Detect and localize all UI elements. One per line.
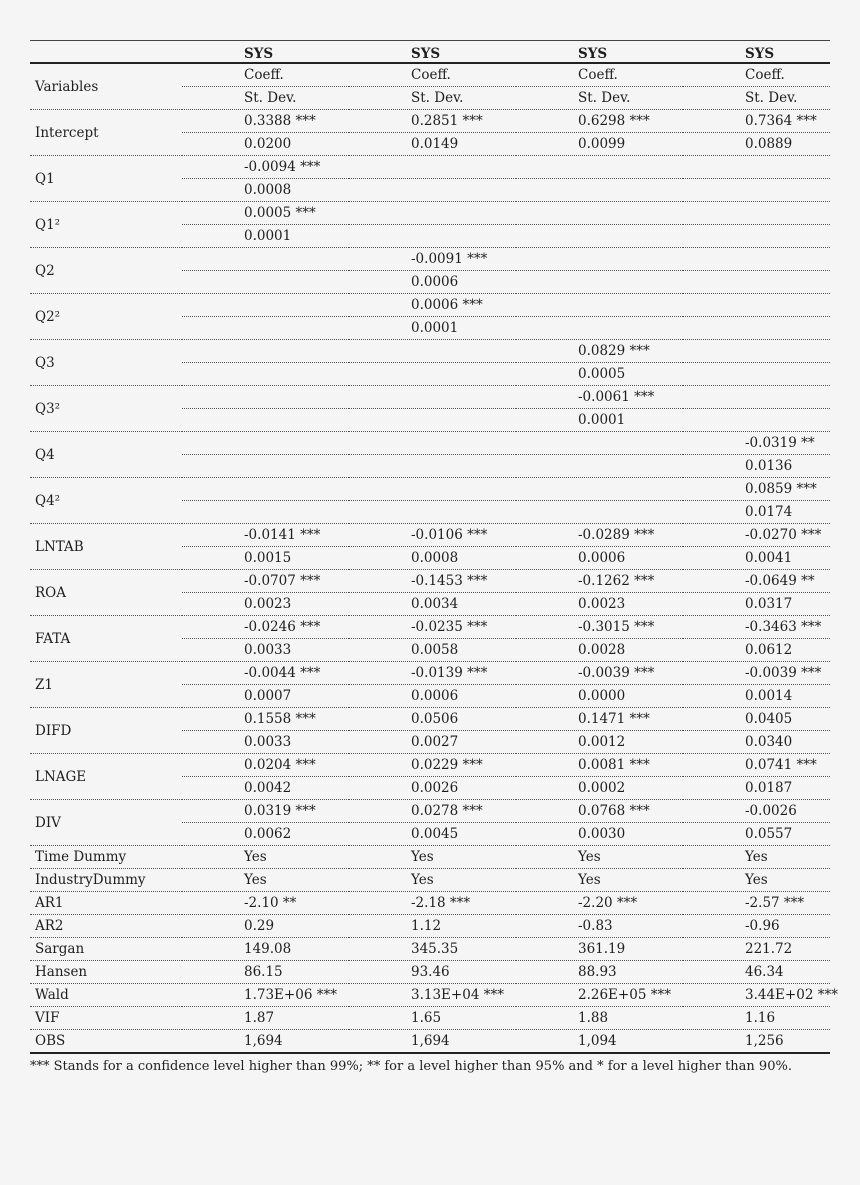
stat-cell: Yes (349, 846, 516, 869)
stdev-cell (182, 501, 349, 524)
table-row (30, 869, 830, 892)
stdev-cell: 0.0042 (182, 777, 349, 800)
stdev-cell: 0.0008 (349, 547, 516, 570)
coef-cell: -0.0039 *** (683, 662, 830, 685)
table-body (30, 63, 838, 1053)
coef-cell (683, 202, 830, 225)
coef-cell (182, 248, 349, 271)
table-row (30, 202, 830, 225)
stat-cell: 1.88 (516, 1007, 683, 1030)
table-row (30, 800, 830, 823)
row-label: DIFD (30, 708, 182, 754)
coef-cell (182, 432, 349, 455)
header-cell-model-2: SYS (349, 41, 516, 64)
row-label: Q3 (30, 340, 182, 386)
coef-cell: -0.0106 *** (349, 524, 516, 547)
coef-cell: 0.1558 *** (182, 708, 349, 731)
row-label: Intercept (30, 110, 182, 156)
table-row (30, 892, 830, 915)
coef-cell: 0.0829 *** (516, 340, 683, 363)
stdev-cell: 0.0027 (349, 731, 516, 754)
stat-cell: 88.93 (516, 961, 683, 984)
stdev-cell: 0.0006 (349, 685, 516, 708)
coef-cell: -0.0270 *** (683, 524, 830, 547)
row-label: AR1 (30, 892, 182, 915)
table-row (30, 1007, 830, 1030)
stdev-cell (516, 179, 683, 202)
coef-cell (516, 202, 683, 225)
stat-cell: 1.16 (683, 1007, 830, 1030)
stat-cell: 1,256 (683, 1030, 830, 1054)
coef-cell: 0.6298 *** (516, 110, 683, 133)
stdev-cell: St. Dev. (516, 87, 683, 110)
coef-cell (683, 386, 830, 409)
stat-cell: 3.13E+04 *** (349, 984, 516, 1007)
row-label: Q4 (30, 432, 182, 478)
coef-cell: -0.0649 ** (683, 570, 830, 593)
table-row (30, 432, 830, 455)
coef-cell (683, 248, 830, 271)
coef-cell: -0.3463 *** (683, 616, 830, 639)
stat-cell: 1.12 (349, 915, 516, 938)
stat-cell: Yes (182, 869, 349, 892)
row-label: Variables (35, 78, 99, 95)
coef-cell: -0.0039 *** (516, 662, 683, 685)
coef-cell (182, 478, 349, 501)
table-row (30, 938, 830, 961)
coef-cell: 0.2851 *** (349, 110, 516, 133)
stdev-cell: St. Dev. (683, 87, 830, 110)
header-cell-model-3: SYS (516, 41, 683, 64)
coef-cell (349, 202, 516, 225)
coef-cell (516, 156, 683, 179)
stdev-cell: 0.0026 (349, 777, 516, 800)
stat-cell: -2.57 *** (683, 892, 830, 915)
stat-cell: 46.34 (683, 961, 830, 984)
stdev-cell: 0.0340 (683, 731, 830, 754)
stdev-cell (683, 409, 830, 432)
coef-cell: 0.0081 *** (516, 754, 683, 777)
stdev-cell: 0.0187 (683, 777, 830, 800)
stat-cell: -2.10 ** (182, 892, 349, 915)
stdev-cell: 0.0149 (349, 133, 516, 156)
coef-cell (516, 294, 683, 317)
stat-cell: Yes (182, 846, 349, 869)
coef-cell: 0.3388 *** (182, 110, 349, 133)
stdev-cell: 0.0041 (683, 547, 830, 570)
row-label: IndustryDummy (30, 869, 182, 892)
stdev-cell (349, 363, 516, 386)
coef-cell: Coeff. (244, 67, 284, 83)
regression-table (30, 40, 838, 1054)
coef-cell (349, 156, 516, 179)
stdev-cell: 0.0001 (516, 409, 683, 432)
header-cell-model-4: SYS (683, 41, 830, 64)
stdev-cell (516, 501, 683, 524)
stat-cell: -2.20 *** (516, 892, 683, 915)
stdev-cell: 0.0000 (516, 685, 683, 708)
stat-cell: Yes (683, 846, 830, 869)
table-row (30, 570, 830, 593)
header-cell-model-1: SYS (182, 41, 349, 64)
table-row (30, 708, 830, 731)
table-row (30, 110, 830, 133)
stat-cell: 2.26E+05 *** (516, 984, 683, 1007)
coef-cell: -0.0707 *** (182, 570, 349, 593)
stdev-cell (683, 225, 830, 248)
row-label: DIV (30, 800, 182, 846)
stdev-cell: 0.0001 (349, 317, 516, 340)
coef-cell: 0.0741 *** (683, 754, 830, 777)
stdev-cell: 0.0200 (182, 133, 349, 156)
stat-cell: Yes (683, 869, 830, 892)
stdev-cell: 0.0015 (182, 547, 349, 570)
coef-cell: 0.1471 *** (516, 708, 683, 731)
header-cell-empty (30, 41, 182, 64)
stdev-cell (683, 271, 830, 294)
coef-cell (182, 386, 349, 409)
stdev-cell: 0.0012 (516, 731, 683, 754)
coef-cell: -0.0061 *** (516, 386, 683, 409)
stdev-cell: 0.0045 (349, 823, 516, 846)
row-label: LNTAB (30, 524, 182, 570)
table-row (30, 294, 830, 317)
stdev-cell: St. Dev. (349, 87, 516, 110)
coef-cell: Coeff. (578, 67, 618, 83)
stdev-cell: 0.0007 (182, 685, 349, 708)
row-label: FATA (30, 616, 182, 662)
coef-cell: -0.1262 *** (516, 570, 683, 593)
stdev-cell: 0.0008 (182, 179, 349, 202)
coef-cell: 0.0768 *** (516, 800, 683, 823)
stat-cell: 0.29 (182, 915, 349, 938)
row-label: ROA (30, 570, 182, 616)
coef-cell: 0.7364 *** (683, 110, 830, 133)
row-label: Wald (30, 984, 182, 1007)
stdev-cell (683, 317, 830, 340)
stat-cell: 86.15 (182, 961, 349, 984)
stat-cell: 1,694 (182, 1030, 349, 1054)
stdev-cell (349, 225, 516, 248)
coef-cell (182, 294, 349, 317)
table-row (30, 915, 830, 938)
stdev-cell: 0.0033 (182, 639, 349, 662)
coef-cell: -0.0091 *** (349, 248, 516, 271)
stdev-cell: 0.0002 (516, 777, 683, 800)
stat-cell: 345.35 (349, 938, 516, 961)
coef-cell: -0.0235 *** (349, 616, 516, 639)
coef-cell (349, 386, 516, 409)
coef-cell (349, 432, 516, 455)
coef-cell (516, 248, 683, 271)
stdev-cell: 0.0557 (683, 823, 830, 846)
stdev-cell: 0.0023 (182, 593, 349, 616)
coef-cell: -0.1453 *** (349, 570, 516, 593)
coef-cell (349, 340, 516, 363)
stat-cell: 1,694 (349, 1030, 516, 1054)
coef-cell: 0.0006 *** (349, 294, 516, 317)
row-label: Q1 (30, 156, 182, 202)
coef-cell: Coeff. (745, 67, 785, 83)
coef-cell: -0.3015 *** (516, 616, 683, 639)
stdev-cell (182, 455, 349, 478)
row-label: Q4² (30, 478, 182, 524)
coef-cell: -0.0319 ** (683, 432, 830, 455)
stat-cell: Yes (349, 869, 516, 892)
stdev-cell: 0.0034 (349, 593, 516, 616)
stdev-cell: 0.0001 (182, 225, 349, 248)
table-row (30, 340, 830, 363)
stdev-cell (349, 409, 516, 432)
stat-cell: Yes (516, 869, 683, 892)
stdev-cell: St. Dev. (182, 87, 349, 110)
table-row (30, 248, 830, 271)
coef-cell: -0.0026 (683, 800, 830, 823)
stdev-cell (182, 271, 349, 294)
stat-cell: -2.18 *** (349, 892, 516, 915)
stdev-cell: 0.0030 (516, 823, 683, 846)
stdev-cell (349, 179, 516, 202)
stdev-cell: 0.0612 (683, 639, 830, 662)
row-label: VIF (30, 1007, 182, 1030)
stdev-cell (182, 317, 349, 340)
coef-cell: 0.0278 *** (349, 800, 516, 823)
regression-table-container (30, 40, 838, 1054)
stdev-cell (683, 363, 830, 386)
stat-cell: 1.65 (349, 1007, 516, 1030)
coef-cell: 0.0204 *** (182, 754, 349, 777)
coef-cell (349, 478, 516, 501)
stat-cell: 1.73E+06 *** (182, 984, 349, 1007)
coef-cell: -0.0094 *** (182, 156, 349, 179)
stdev-cell: 0.0889 (683, 133, 830, 156)
coef-cell (683, 340, 830, 363)
stdev-cell (349, 455, 516, 478)
stdev-cell (516, 455, 683, 478)
row-label: OBS (30, 1030, 182, 1054)
row-label: Q2² (30, 294, 182, 340)
table-header-row (30, 41, 830, 64)
row-label: Sargan (30, 938, 182, 961)
stdev-cell (182, 363, 349, 386)
stdev-cell (516, 225, 683, 248)
coef-cell (516, 478, 683, 501)
coef-cell: -0.0139 *** (349, 662, 516, 685)
coef-cell (516, 432, 683, 455)
stdev-cell (516, 317, 683, 340)
stdev-cell: 0.0006 (516, 547, 683, 570)
table-row (30, 156, 830, 179)
table-row (30, 754, 830, 777)
row-label: Hansen (30, 961, 182, 984)
stat-cell: 221.72 (683, 938, 830, 961)
table-row (30, 63, 830, 87)
stdev-cell: 0.0014 (683, 685, 830, 708)
coef-cell: Coeff. (411, 67, 451, 83)
table-row (30, 984, 830, 1007)
row-label: AR2 (30, 915, 182, 938)
row-label: LNAGE (30, 754, 182, 800)
row-label: Time Dummy (30, 846, 182, 869)
stdev-cell: 0.0058 (349, 639, 516, 662)
table-row (30, 524, 830, 547)
stdev-cell (182, 409, 349, 432)
coef-cell (683, 156, 830, 179)
table-row (30, 662, 830, 685)
row-label: Q2 (30, 248, 182, 294)
coef-cell: 0.0319 *** (182, 800, 349, 823)
coef-cell: 0.0405 (683, 708, 830, 731)
coef-cell: 0.0859 *** (683, 478, 830, 501)
row-label: Q3² (30, 386, 182, 432)
stat-cell: Yes (516, 846, 683, 869)
row-label: Q1² (30, 202, 182, 248)
coef-cell: 0.0005 *** (182, 202, 349, 225)
stat-cell: 361.19 (516, 938, 683, 961)
stdev-cell: 0.0023 (516, 593, 683, 616)
table-footnote: *** Stands for a confidence level higher than 99%; ** for a level higher than 95% and * for a level higher than 90%. (30, 1059, 792, 1074)
table-row (30, 616, 830, 639)
coef-cell (683, 294, 830, 317)
table-row (30, 478, 830, 501)
stdev-cell: 0.0062 (182, 823, 349, 846)
stdev-cell: 0.0005 (516, 363, 683, 386)
stdev-cell: 0.0033 (182, 731, 349, 754)
coef-cell (182, 340, 349, 363)
table-row (30, 846, 830, 869)
stdev-cell (683, 179, 830, 202)
coef-cell: 0.0229 *** (349, 754, 516, 777)
coef-cell: 0.0506 (349, 708, 516, 731)
stdev-cell: 0.0099 (516, 133, 683, 156)
stdev-cell (349, 501, 516, 524)
table-row (30, 961, 830, 984)
stdev-cell: 0.0136 (683, 455, 830, 478)
coef-cell: -0.0044 *** (182, 662, 349, 685)
stat-cell: -0.83 (516, 915, 683, 938)
coef-cell: -0.0246 *** (182, 616, 349, 639)
coef-cell: -0.0141 *** (182, 524, 349, 547)
stdev-cell: 0.0006 (349, 271, 516, 294)
stdev-cell (516, 271, 683, 294)
coef-cell: -0.0289 *** (516, 524, 683, 547)
stat-cell: 1,094 (516, 1030, 683, 1054)
stat-cell: 149.08 (182, 938, 349, 961)
stdev-cell: 0.0174 (683, 501, 830, 524)
table-row (30, 386, 830, 409)
table-row (30, 1030, 830, 1054)
stat-cell: 3.44E+02 *** (683, 984, 830, 1007)
row-label: Z1 (30, 662, 182, 708)
stat-cell: -0.96 (683, 915, 830, 938)
stdev-cell: 0.0317 (683, 593, 830, 616)
stdev-cell: 0.0028 (516, 639, 683, 662)
stat-cell: 93.46 (349, 961, 516, 984)
stat-cell: 1.87 (182, 1007, 349, 1030)
